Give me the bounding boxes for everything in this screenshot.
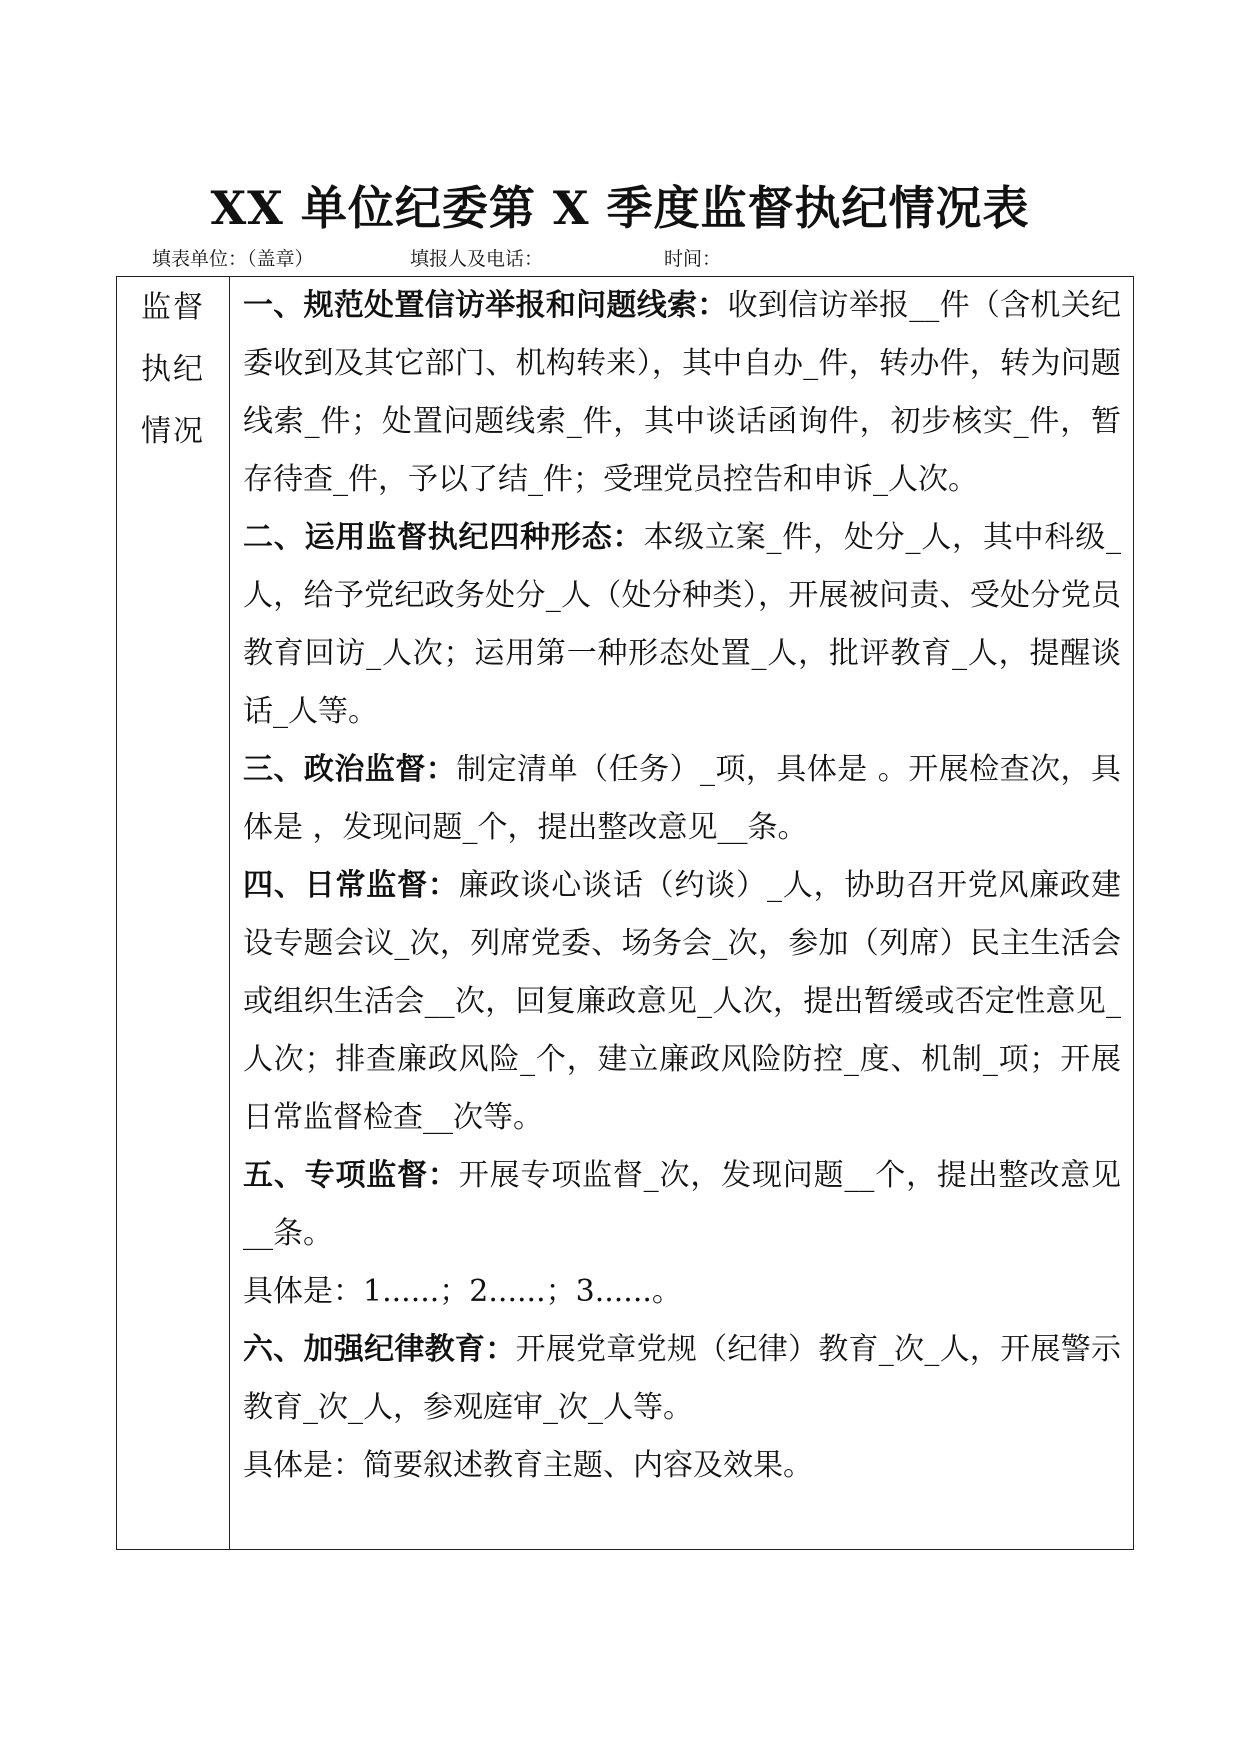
row-label-cell bbox=[117, 277, 230, 1550]
section-body: 开展党章党规（纪律）教育_次_人，开展警示教育_次_人，参观庭审_次_人等。 bbox=[243, 1332, 1122, 1425]
section-body: 具体是：1......；2......；3......。 bbox=[243, 1274, 682, 1309]
section-6-detail bbox=[243, 1437, 1121, 1495]
content-cell bbox=[230, 277, 1134, 1550]
section-body: 开展专项监督_次，发现问题__个，提出整改意见__条。 bbox=[243, 1158, 1121, 1251]
row-label-line: 执纪 bbox=[141, 352, 205, 387]
section-body: 收到信访举报__件（含机关纪委收到及其它部门、机构转来），其中自办_件，转办件，转为问题线索_件；处置问题线索_件，其中谈话函询件，初步核实_件，暂存待查_件，予以了结_件；受理党员控告和申诉_人次。 bbox=[243, 288, 1122, 497]
reporter-phone-label: 填报人及电话： bbox=[410, 248, 544, 270]
section-4 bbox=[243, 857, 1121, 1147]
section-5 bbox=[243, 1147, 1121, 1263]
page-title: XX 单位纪委第 X 季度监督执纪情况表 bbox=[210, 181, 1030, 235]
section-heading: 六、加强纪律教育： bbox=[243, 1332, 516, 1367]
fill-unit-label: 填表单位：（盖章） bbox=[152, 248, 314, 270]
section-body: 制定清单（任务）_项，具体是 。开展检查次，具体是 ，发现问题_个，提出整改意见__条。 bbox=[243, 752, 1121, 845]
row-label-line: 情况 bbox=[141, 414, 205, 449]
section-heading: 五、专项监督： bbox=[243, 1158, 459, 1193]
section-body: 本级立案_件，处分_人，其中科级_人，给予党纪政务处分_人（处分种类），开展被问责、受处分党员教育回访_人次；运用第一种形态处置_人，批评教育_人，提醒谈话_人等。 bbox=[243, 520, 1122, 729]
section-3 bbox=[243, 741, 1121, 857]
section-body: 具体是：简要叙述教育主题、内容及效果。 bbox=[243, 1448, 813, 1483]
section-heading: 三、政治监督： bbox=[243, 752, 457, 787]
section-1 bbox=[243, 277, 1121, 509]
section-body: 廉政谈心谈话（约谈）_人，协助召开党风廉政建设专题会议_次，列席党委、场务会_次，参加（列席）民主生活会或组织生活会__次，回复廉政意见_人次，提出暂缓或否定性意见_人次；排查廉政风险_个，建立廉政风险防控_度、机制_项；开展日常监督检查__次等。 bbox=[243, 868, 1121, 1135]
section-heading: 四、日常监督： bbox=[243, 868, 459, 903]
section-2 bbox=[243, 509, 1121, 741]
section-heading: 二、运用监督执纪四种形态： bbox=[243, 520, 644, 555]
section-5-detail bbox=[243, 1263, 1121, 1321]
time-label: 时间： bbox=[664, 248, 722, 270]
section-6 bbox=[243, 1321, 1121, 1437]
row-label-line: 监督 bbox=[141, 290, 205, 325]
section-heading: 一、规范处置信访举报和问题线索： bbox=[243, 288, 728, 323]
supervision-table bbox=[116, 276, 1134, 1550]
